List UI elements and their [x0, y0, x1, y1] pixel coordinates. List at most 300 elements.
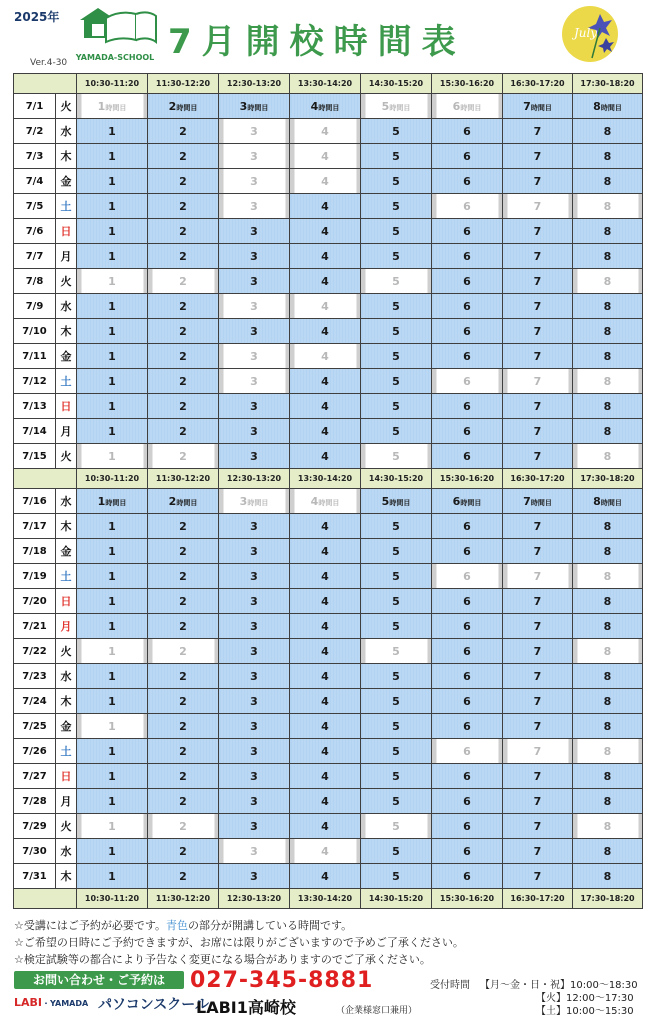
- open-period-cell: 1: [77, 564, 148, 589]
- open-period-cell: 2: [148, 219, 219, 244]
- open-period-cell: 1: [77, 194, 148, 219]
- page-header: [0, 0, 653, 72]
- school-logo: [70, 6, 160, 68]
- closed-period-cell: 2: [148, 269, 219, 294]
- open-period-cell: 3時間目: [219, 94, 290, 119]
- open-period-cell: 3: [219, 589, 290, 614]
- weekday-cell: 日: [56, 219, 77, 244]
- open-period-cell: 3: [219, 444, 290, 469]
- day-row: [14, 664, 643, 689]
- open-period-cell: 6: [432, 539, 503, 564]
- closed-period-cell: 5: [361, 269, 432, 294]
- open-period-cell: 7: [503, 614, 573, 639]
- open-period-cell: 5: [361, 219, 432, 244]
- open-period-cell: 2: [148, 119, 219, 144]
- open-period-cell: 2: [148, 839, 219, 864]
- closed-period-cell: 3: [219, 344, 290, 369]
- day-row: [14, 419, 643, 444]
- open-period-cell: 8: [573, 144, 643, 169]
- open-period-cell: 2: [148, 194, 219, 219]
- open-period-cell: 2: [148, 394, 219, 419]
- closed-period-cell: 4: [290, 144, 361, 169]
- open-period-cell: 5: [361, 194, 432, 219]
- day-row: [14, 144, 643, 169]
- open-period-cell: 7: [503, 269, 573, 294]
- open-period-cell: 7: [503, 514, 573, 539]
- open-period-cell: 5: [361, 514, 432, 539]
- time-slot-header: 11:30-12:20: [148, 889, 219, 909]
- open-period-cell: 8: [573, 714, 643, 739]
- day-row: [14, 564, 643, 589]
- weekday-cell: 日: [56, 589, 77, 614]
- day-row: [14, 319, 643, 344]
- open-period-cell: 2: [148, 169, 219, 194]
- time-slot-header: 13:30-14:20: [290, 469, 361, 489]
- date-cell: 7/13: [14, 394, 56, 419]
- school-name: パソコンスクール: [98, 997, 210, 1013]
- open-period-cell: 1: [77, 344, 148, 369]
- contact-label: お問い合わせ・ご予約は: [14, 971, 184, 989]
- time-slot-header: 16:30-17:20: [503, 469, 573, 489]
- closed-period-cell: 6: [432, 194, 503, 219]
- open-period-cell: 1: [77, 169, 148, 194]
- time-slot-header: 17:30-18:20: [573, 74, 643, 94]
- open-period-cell: 6時間目: [432, 489, 503, 514]
- date-cell: 7/10: [14, 319, 56, 344]
- open-period-cell: 5: [361, 764, 432, 789]
- weekday-cell: 火: [56, 269, 77, 294]
- header-blank: [14, 469, 77, 489]
- open-period-cell: 8: [573, 589, 643, 614]
- timetable: [13, 73, 643, 909]
- page-title: 7月開校時間表: [168, 22, 466, 62]
- time-slot-header: 10:30-11:20: [77, 469, 148, 489]
- weekday-cell: 金: [56, 539, 77, 564]
- date-cell: 7/22: [14, 639, 56, 664]
- open-period-cell: 3: [219, 319, 290, 344]
- open-period-cell: 8: [573, 764, 643, 789]
- open-period-cell: 8: [573, 344, 643, 369]
- day-row: [14, 219, 643, 244]
- open-period-cell: 5: [361, 419, 432, 444]
- closed-period-cell: 3: [219, 839, 290, 864]
- open-period-cell: 7時間目: [503, 94, 573, 119]
- open-period-cell: 8: [573, 419, 643, 444]
- date-cell: 7/7: [14, 244, 56, 269]
- open-period-cell: 3: [219, 394, 290, 419]
- note-line: ☆ご希望の日時にご予約できますが、お席には限りがございますので予めご了承ください。: [14, 936, 464, 949]
- open-period-cell: 7: [503, 764, 573, 789]
- weekday-cell: 火: [56, 444, 77, 469]
- closed-period-cell: 8: [573, 564, 643, 589]
- open-period-cell: 2: [148, 144, 219, 169]
- open-period-cell: 5: [361, 344, 432, 369]
- day-row: [14, 714, 643, 739]
- open-period-cell: 7時間目: [503, 489, 573, 514]
- open-period-cell: 1: [77, 839, 148, 864]
- day-row: [14, 614, 643, 639]
- closed-period-cell: 8: [573, 639, 643, 664]
- header-blank: [14, 889, 77, 909]
- month-badge-text: July: [574, 26, 598, 40]
- day-row: [14, 589, 643, 614]
- weekday-cell: 木: [56, 864, 77, 889]
- day-row: [14, 814, 643, 839]
- date-cell: 7/25: [14, 714, 56, 739]
- open-period-cell: 6: [432, 344, 503, 369]
- open-period-cell: 4: [290, 789, 361, 814]
- open-period-cell: 5: [361, 689, 432, 714]
- weekday-cell: 月: [56, 614, 77, 639]
- weekday-cell: 月: [56, 789, 77, 814]
- closed-period-cell: 8: [573, 269, 643, 294]
- day-row: [14, 294, 643, 319]
- month-badge: [562, 6, 618, 62]
- open-period-cell: 3: [219, 614, 290, 639]
- time-slot-header: 14:30-15:20: [361, 469, 432, 489]
- closed-period-cell: 4: [290, 119, 361, 144]
- closed-period-cell: 8: [573, 444, 643, 469]
- open-period-cell: 1: [77, 789, 148, 814]
- open-period-cell: 7: [503, 419, 573, 444]
- date-cell: 7/18: [14, 539, 56, 564]
- open-period-cell: 2: [148, 589, 219, 614]
- date-cell: 7/16: [14, 489, 56, 514]
- open-period-cell: 5: [361, 864, 432, 889]
- open-period-cell: 7: [503, 689, 573, 714]
- weekday-cell: 金: [56, 714, 77, 739]
- open-period-cell: 4: [290, 814, 361, 839]
- open-period-cell: 8: [573, 169, 643, 194]
- date-cell: 7/31: [14, 864, 56, 889]
- open-period-cell: 8: [573, 839, 643, 864]
- closed-period-cell: 8: [573, 814, 643, 839]
- closed-period-cell: 3時間目: [219, 489, 290, 514]
- open-period-cell: 2: [148, 369, 219, 394]
- open-period-cell: 2: [148, 344, 219, 369]
- open-period-cell: 8: [573, 294, 643, 319]
- open-period-cell: 7: [503, 119, 573, 144]
- day-row: [14, 739, 643, 764]
- day-row: [14, 489, 643, 514]
- open-period-cell: 3: [219, 639, 290, 664]
- weekday-cell: 水: [56, 119, 77, 144]
- open-period-cell: 6: [432, 269, 503, 294]
- open-period-cell: 8: [573, 119, 643, 144]
- open-period-cell: 5: [361, 789, 432, 814]
- open-period-cell: 4: [290, 394, 361, 419]
- date-cell: 7/12: [14, 369, 56, 394]
- date-cell: 7/5: [14, 194, 56, 219]
- open-period-cell: 7: [503, 839, 573, 864]
- footer: [0, 968, 653, 1024]
- open-period-cell: 7: [503, 589, 573, 614]
- time-slot-header: 16:30-17:20: [503, 74, 573, 94]
- time-slot-header: 14:30-15:20: [361, 889, 432, 909]
- weekday-cell: 火: [56, 814, 77, 839]
- weekday-cell: 月: [56, 419, 77, 444]
- reception-hours-line: 【月～金・日・祝】10:00～18:30: [480, 980, 638, 991]
- open-period-cell: 8: [573, 244, 643, 269]
- closed-period-cell: 6: [432, 739, 503, 764]
- closed-period-cell: 1: [77, 639, 148, 664]
- open-period-cell: 2: [148, 514, 219, 539]
- time-slot-header: 10:30-11:20: [77, 889, 148, 909]
- open-period-cell: 7: [503, 864, 573, 889]
- open-period-cell: 1時間目: [77, 489, 148, 514]
- open-period-cell: 1: [77, 394, 148, 419]
- open-period-cell: 3: [219, 764, 290, 789]
- date-cell: 7/8: [14, 269, 56, 294]
- date-cell: 7/1: [14, 94, 56, 119]
- closed-period-cell: 2: [148, 814, 219, 839]
- open-period-cell: 6: [432, 789, 503, 814]
- weekday-cell: 土: [56, 194, 77, 219]
- open-period-cell: 6: [432, 444, 503, 469]
- open-period-cell: 8: [573, 219, 643, 244]
- open-period-cell: 6: [432, 764, 503, 789]
- open-period-cell: 4: [290, 564, 361, 589]
- open-period-cell: 5時間目: [361, 489, 432, 514]
- open-period-cell: 8: [573, 539, 643, 564]
- open-period-cell: 1: [77, 664, 148, 689]
- store-name: LABI1高崎校: [196, 998, 296, 1017]
- weekday-cell: 土: [56, 369, 77, 394]
- open-period-cell: 5: [361, 664, 432, 689]
- time-slot-header: 13:30-14:20: [290, 889, 361, 909]
- closed-period-cell: 3: [219, 294, 290, 319]
- open-period-cell: 5: [361, 169, 432, 194]
- open-period-cell: 3: [219, 664, 290, 689]
- open-period-cell: 4: [290, 614, 361, 639]
- open-period-cell: 2: [148, 564, 219, 589]
- timetable-body: [14, 94, 643, 909]
- date-cell: 7/26: [14, 739, 56, 764]
- open-period-cell: 6: [432, 244, 503, 269]
- weekday-cell: 金: [56, 344, 77, 369]
- open-period-cell: 5: [361, 839, 432, 864]
- open-period-cell: 8: [573, 614, 643, 639]
- open-period-cell: 2: [148, 319, 219, 344]
- open-period-cell: 6: [432, 614, 503, 639]
- weekday-cell: 月: [56, 244, 77, 269]
- open-period-cell: 8: [573, 514, 643, 539]
- open-period-cell: 7: [503, 539, 573, 564]
- date-cell: 7/19: [14, 564, 56, 589]
- brand-labi: LABI: [14, 996, 42, 1009]
- day-row: [14, 689, 643, 714]
- open-period-cell: 3: [219, 814, 290, 839]
- open-period-cell: 1: [77, 614, 148, 639]
- header-blank: [14, 74, 77, 94]
- weekday-cell: 日: [56, 764, 77, 789]
- open-period-cell: 2: [148, 864, 219, 889]
- open-period-cell: 7: [503, 639, 573, 664]
- open-period-cell: 8: [573, 864, 643, 889]
- day-row: [14, 444, 643, 469]
- closed-period-cell: 2: [148, 444, 219, 469]
- reception-hours-title: 受付時間: [430, 980, 470, 991]
- open-period-cell: 3: [219, 714, 290, 739]
- closed-period-cell: 4: [290, 294, 361, 319]
- open-period-cell: 2: [148, 689, 219, 714]
- weekday-cell: 日: [56, 394, 77, 419]
- open-period-cell: 6: [432, 319, 503, 344]
- closed-period-cell: 1時間目: [77, 94, 148, 119]
- open-period-cell: 3: [219, 539, 290, 564]
- open-period-cell: 6: [432, 219, 503, 244]
- open-period-cell: 4: [290, 639, 361, 664]
- open-period-cell: 5: [361, 119, 432, 144]
- open-period-cell: 7: [503, 319, 573, 344]
- open-period-cell: 5: [361, 244, 432, 269]
- weekday-cell: 木: [56, 319, 77, 344]
- open-period-cell: 3: [219, 269, 290, 294]
- day-row: [14, 514, 643, 539]
- open-period-cell: 5: [361, 394, 432, 419]
- time-slot-header: 12:30-13:20: [219, 889, 290, 909]
- closed-period-cell: 3: [219, 119, 290, 144]
- open-period-cell: 7: [503, 814, 573, 839]
- open-period-cell: 8: [573, 789, 643, 814]
- open-period-cell: 7: [503, 244, 573, 269]
- open-period-cell: 1: [77, 589, 148, 614]
- open-period-cell: 2: [148, 764, 219, 789]
- day-row: [14, 94, 643, 119]
- open-period-cell: 1: [77, 219, 148, 244]
- open-period-cell: 6: [432, 514, 503, 539]
- open-period-cell: 7: [503, 394, 573, 419]
- open-period-cell: 1: [77, 244, 148, 269]
- closed-period-cell: 1: [77, 714, 148, 739]
- closed-period-cell: 3: [219, 169, 290, 194]
- open-period-cell: 6: [432, 639, 503, 664]
- closed-period-cell: 7: [503, 369, 573, 394]
- time-slot-header: 10:30-11:20: [77, 74, 148, 94]
- time-slot-header: 15:30-16:20: [432, 889, 503, 909]
- time-header-row: [14, 889, 643, 909]
- open-period-cell: 8: [573, 664, 643, 689]
- closed-period-cell: 3: [219, 144, 290, 169]
- phone-number[interactable]: 027-345-8881: [190, 968, 374, 993]
- time-slot-header: 14:30-15:20: [361, 74, 432, 94]
- closed-period-cell: 5: [361, 814, 432, 839]
- open-period-cell: 8: [573, 394, 643, 419]
- date-cell: 7/11: [14, 344, 56, 369]
- open-period-cell: 1: [77, 119, 148, 144]
- open-period-cell: 1: [77, 689, 148, 714]
- open-period-cell: 6: [432, 689, 503, 714]
- closed-period-cell: 3: [219, 369, 290, 394]
- closed-period-cell: 2: [148, 639, 219, 664]
- time-slot-header: 11:30-12:20: [148, 74, 219, 94]
- open-period-cell: 1: [77, 539, 148, 564]
- weekday-cell: 木: [56, 514, 77, 539]
- open-period-cell: 1: [77, 144, 148, 169]
- time-slot-header: 16:30-17:20: [503, 889, 573, 909]
- open-period-cell: 2: [148, 294, 219, 319]
- open-period-cell: 2: [148, 419, 219, 444]
- brand-yamada: ・YAMADA: [42, 999, 89, 1008]
- day-row: [14, 169, 643, 194]
- open-period-cell: 4: [290, 664, 361, 689]
- corporate-note: （企業様窓口兼用）: [336, 1006, 418, 1016]
- open-period-cell: 7: [503, 344, 573, 369]
- open-period-cell: 4: [290, 244, 361, 269]
- open-period-cell: 8時間目: [573, 94, 643, 119]
- weekday-cell: 火: [56, 639, 77, 664]
- closed-period-cell: 7: [503, 194, 573, 219]
- time-slot-header: 12:30-13:20: [219, 74, 290, 94]
- open-period-cell: 6: [432, 144, 503, 169]
- day-row: [14, 194, 643, 219]
- open-period-cell: 5: [361, 539, 432, 564]
- time-slot-header: 15:30-16:20: [432, 469, 503, 489]
- date-cell: 7/3: [14, 144, 56, 169]
- weekday-cell: 木: [56, 144, 77, 169]
- day-row: [14, 839, 643, 864]
- open-period-cell: 5: [361, 564, 432, 589]
- date-cell: 7/21: [14, 614, 56, 639]
- year-label: 2025年: [14, 10, 60, 24]
- open-period-cell: 1: [77, 739, 148, 764]
- closed-period-cell: 1: [77, 444, 148, 469]
- date-cell: 7/15: [14, 444, 56, 469]
- time-header-row: [14, 74, 643, 94]
- open-period-cell: 5: [361, 294, 432, 319]
- date-cell: 7/23: [14, 664, 56, 689]
- open-period-cell: 3: [219, 219, 290, 244]
- open-period-cell: 5: [361, 739, 432, 764]
- open-period-cell: 8時間目: [573, 489, 643, 514]
- time-slot-header: 12:30-13:20: [219, 469, 290, 489]
- reception-hours-line: 【火】12:00～17:30: [536, 993, 634, 1004]
- open-period-cell: 4: [290, 764, 361, 789]
- open-period-cell: 7: [503, 444, 573, 469]
- closed-period-cell: 4: [290, 169, 361, 194]
- brand-logo: [14, 996, 88, 1009]
- open-period-cell: 2時間目: [148, 94, 219, 119]
- closed-period-cell: 4時間目: [290, 489, 361, 514]
- weekday-cell: 水: [56, 839, 77, 864]
- day-row: [14, 539, 643, 564]
- notes: [14, 917, 464, 968]
- open-period-cell: 4: [290, 864, 361, 889]
- closed-period-cell: 7: [503, 564, 573, 589]
- day-row: [14, 269, 643, 294]
- open-period-cell: 2: [148, 244, 219, 269]
- open-period-cell: 2: [148, 789, 219, 814]
- open-period-cell: 5: [361, 369, 432, 394]
- open-period-cell: 1: [77, 514, 148, 539]
- open-period-cell: 1: [77, 864, 148, 889]
- closed-period-cell: 4: [290, 839, 361, 864]
- open-period-cell: 8: [573, 319, 643, 344]
- open-period-cell: 7: [503, 714, 573, 739]
- open-period-cell: 4: [290, 514, 361, 539]
- open-period-cell: 4: [290, 714, 361, 739]
- open-period-cell: 4: [290, 539, 361, 564]
- open-period-cell: 3: [219, 514, 290, 539]
- open-period-cell: 5: [361, 589, 432, 614]
- closed-period-cell: 1: [77, 814, 148, 839]
- note-line: ☆受講にはご予約が必要です。青色の部分が開講している時間です。: [14, 919, 353, 932]
- date-cell: 7/30: [14, 839, 56, 864]
- time-slot-header: 17:30-18:20: [573, 469, 643, 489]
- date-cell: 7/2: [14, 119, 56, 144]
- open-period-cell: 7: [503, 169, 573, 194]
- day-row: [14, 789, 643, 814]
